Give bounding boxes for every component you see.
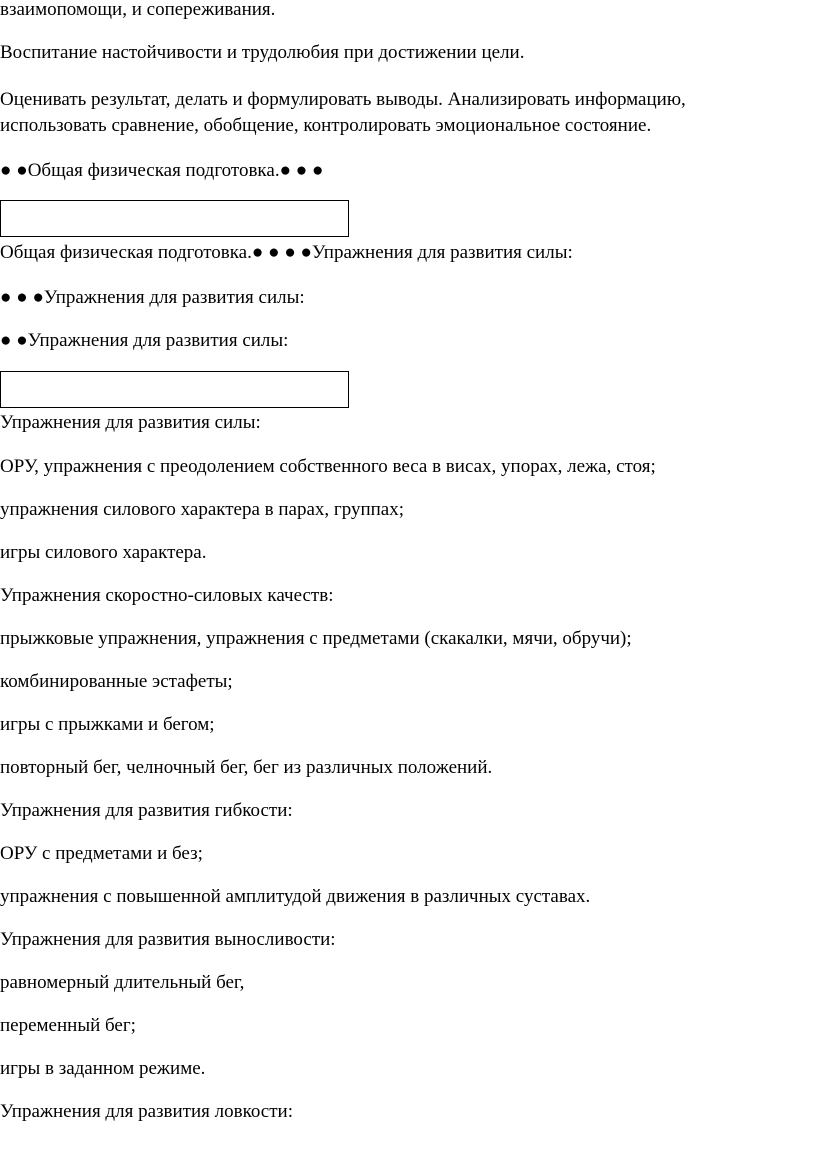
text-line: Оценивать результат, делать и формулировать выводы. Анализировать информацию, [0, 89, 686, 110]
text-line: ОРУ с предметами и без; [0, 843, 203, 864]
text-line: использовать сравнение, обобщение, контролировать эмоциональное состояние. [0, 115, 652, 136]
text-line: Упражнения для развития ловкости: [0, 1101, 293, 1122]
text-line: Упражнения скоростно-силовых качеств: [0, 585, 334, 606]
text-line: комбинированные эстафеты; [0, 671, 233, 692]
text-line: ОРУ, упражнения с преодолением собственного веса в висах, упорах, лежа, стоя; [0, 456, 656, 477]
text-line: Упражнения для развития силы: [0, 412, 261, 433]
text-line: переменный бег; [0, 1015, 136, 1036]
text-line: упражнения с повышенной амплитудой движения в различных суставах. [0, 886, 591, 907]
text-line: повторный бег, челночный бег, бег из различных положений. [0, 757, 493, 778]
empty-box [0, 371, 349, 408]
text-line: ● ●Общая физическая подготовка.● ● ● [0, 160, 324, 181]
text-line: ● ●Упражнения для развития силы: [0, 330, 289, 351]
text-line: игры силового характера. [0, 542, 207, 563]
text-line: Упражнения для развития выносливости: [0, 929, 336, 950]
text-line: игры с прыжками и бегом; [0, 714, 215, 735]
text-line: Общая физическая подготовка.● ● ● ●Упражнения для развития силы: [0, 242, 573, 263]
text-line: равномерный длительный бег, [0, 972, 245, 993]
text-line: Упражнения для развития гибкости: [0, 800, 293, 821]
text-line: взаимопомощи, и сопереживания. [0, 0, 276, 20]
text-line: прыжковые упражнения, упражнения с предметами (скакалки, мячи, обручи); [0, 628, 632, 649]
text-line: игры в заданном режиме. [0, 1058, 206, 1079]
text-line: упражнения силового характера в парах, группах; [0, 499, 405, 520]
empty-box [0, 200, 349, 237]
text-line: Воспитание настойчивости и трудолюбия при достижении цели. [0, 42, 525, 63]
text-line: ● ● ●Упражнения для развития силы: [0, 287, 305, 308]
